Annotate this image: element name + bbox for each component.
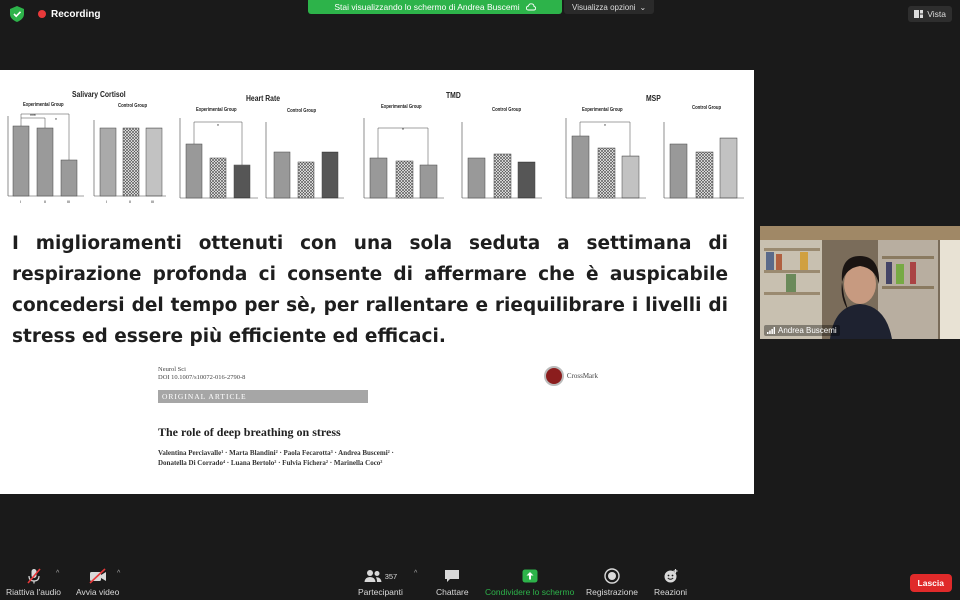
video-camera-off-icon <box>89 568 107 584</box>
crossmark-label: CrossMark <box>566 372 598 380</box>
svg-text:*: * <box>604 124 606 130</box>
leave-meeting-button[interactable]: Lascia <box>910 574 952 592</box>
tmd-chart <box>352 112 552 206</box>
meeting-toolbar <box>0 564 960 600</box>
participants-label: Partecipanti <box>358 587 403 597</box>
participant-name-tag <box>764 325 840 336</box>
cortisol-ctrl-label: Control Group <box>118 103 148 109</box>
grid-view-icon <box>914 10 923 18</box>
crossmark-icon <box>544 366 564 386</box>
svg-text:III: III <box>67 199 71 204</box>
recording-dot-icon <box>38 10 46 18</box>
reactions-label: Reazioni <box>654 587 688 597</box>
participants-button[interactable] <box>358 568 403 597</box>
cortisol-title: Salivary Cortisol <box>72 90 126 99</box>
paper-title: The role of deep breathing on stress <box>158 425 341 439</box>
start-video-button[interactable] <box>76 568 119 597</box>
chevron-down-icon: ⌄ <box>639 2 647 12</box>
participants-icon <box>364 569 382 583</box>
recording-label: Recording <box>51 8 101 20</box>
svg-text:*: * <box>55 118 57 124</box>
slide-body-text: I miglioramenti ottenuti con una sola seduta a settimana di respirazione profonda ci consente di affermare che è auspicabile concedersi del tempo per sè, per rallentare e riequilibrare i livelli di stress ed essere più efficiente ed efficaci. <box>12 233 728 347</box>
paper-excerpt <box>158 366 598 476</box>
record-label: Registrazione <box>586 587 638 597</box>
svg-text:II: II <box>44 199 47 204</box>
chat-label: Chattare <box>436 587 469 597</box>
paper-doi: DOI 10.1007/s10072-016-2790-8 <box>158 374 246 381</box>
record-button[interactable] <box>586 568 638 597</box>
msp-ctrl-label: Control Group <box>692 105 722 111</box>
microphone-muted-icon <box>26 568 42 584</box>
reactions-button[interactable] <box>654 568 687 597</box>
svg-text:*: * <box>402 128 404 134</box>
record-icon <box>604 568 620 584</box>
share-screen-icon <box>522 569 538 583</box>
participant-name: Andrea Buscemi <box>778 326 837 335</box>
svg-text:II: II <box>129 199 132 204</box>
shield-icon[interactable] <box>10 6 24 22</box>
recording-indicator[interactable] <box>32 7 106 22</box>
participant-video-frame <box>760 226 960 339</box>
msp-exp-label: Experimental Group <box>582 107 623 113</box>
share-screen-button[interactable] <box>485 568 574 597</box>
paper-authors-line1: Valentina Perciavalle¹ · Marta Blandini² · Paola Fecarotta³ · Andrea Buscemi² · <box>158 449 394 457</box>
tmd-ctrl-label: Control Group <box>492 107 522 113</box>
unmute-audio-label: Riattiva l'audio <box>6 587 62 597</box>
heart-rate-title: Heart Rate <box>246 94 281 103</box>
crossmark-badge <box>544 366 598 386</box>
svg-text:I: I <box>106 199 108 204</box>
start-video-label: Avvia video <box>76 587 120 597</box>
screen-share-banner <box>308 0 562 14</box>
view-options-label: Visualizza opzioni <box>572 2 636 12</box>
paper-authors-line2: Donatella Di Corrado⁴ · Luana Bertolo² · Fulvia Fichera² · Marinella Coco² <box>158 459 383 467</box>
view-button-label: Vista <box>927 9 946 19</box>
cortisol-exp-label: Experimental Group <box>23 102 64 108</box>
view-button[interactable] <box>908 6 952 22</box>
heart-rate-exp-label: Experimental Group <box>196 107 237 113</box>
tmd-exp-label: Experimental Group <box>381 104 422 110</box>
shared-slide <box>0 70 754 494</box>
svg-text:III: III <box>151 199 155 204</box>
smiley-icon <box>663 568 679 584</box>
paper-journal: Neurol Sci <box>158 366 186 373</box>
share-banner-text: Stai visualizzando lo schermo di Andrea Buscemi <box>334 2 520 12</box>
participants-options-chevron-icon[interactable]: ^ <box>414 570 418 577</box>
audio-options-chevron-icon[interactable]: ^ <box>56 570 60 577</box>
cortisol-chart <box>0 106 172 210</box>
paper-section: ORIGINAL ARTICLE <box>158 390 368 403</box>
participant-video-tile[interactable] <box>760 226 960 339</box>
view-options-menu[interactable] <box>564 0 654 14</box>
svg-text:***: *** <box>30 114 36 120</box>
share-screen-label: Condividere lo schermo <box>485 587 575 597</box>
chat-button[interactable] <box>436 568 469 597</box>
heart-rate-chart <box>172 114 352 206</box>
signal-bars-icon <box>767 327 775 334</box>
video-options-chevron-icon[interactable]: ^ <box>117 570 121 577</box>
svg-text:*: * <box>217 124 219 130</box>
heart-rate-ctrl-label: Control Group <box>287 108 317 114</box>
tmd-title: TMD <box>446 91 461 100</box>
svg-text:I: I <box>20 199 22 204</box>
participants-count: 357 <box>384 571 398 581</box>
cloud-icon <box>526 3 536 11</box>
msp-title: MSP <box>646 94 661 103</box>
unmute-audio-button[interactable] <box>6 568 61 597</box>
top-left-status <box>10 6 106 22</box>
chat-bubble-icon <box>444 569 460 583</box>
msp-chart <box>556 114 752 206</box>
